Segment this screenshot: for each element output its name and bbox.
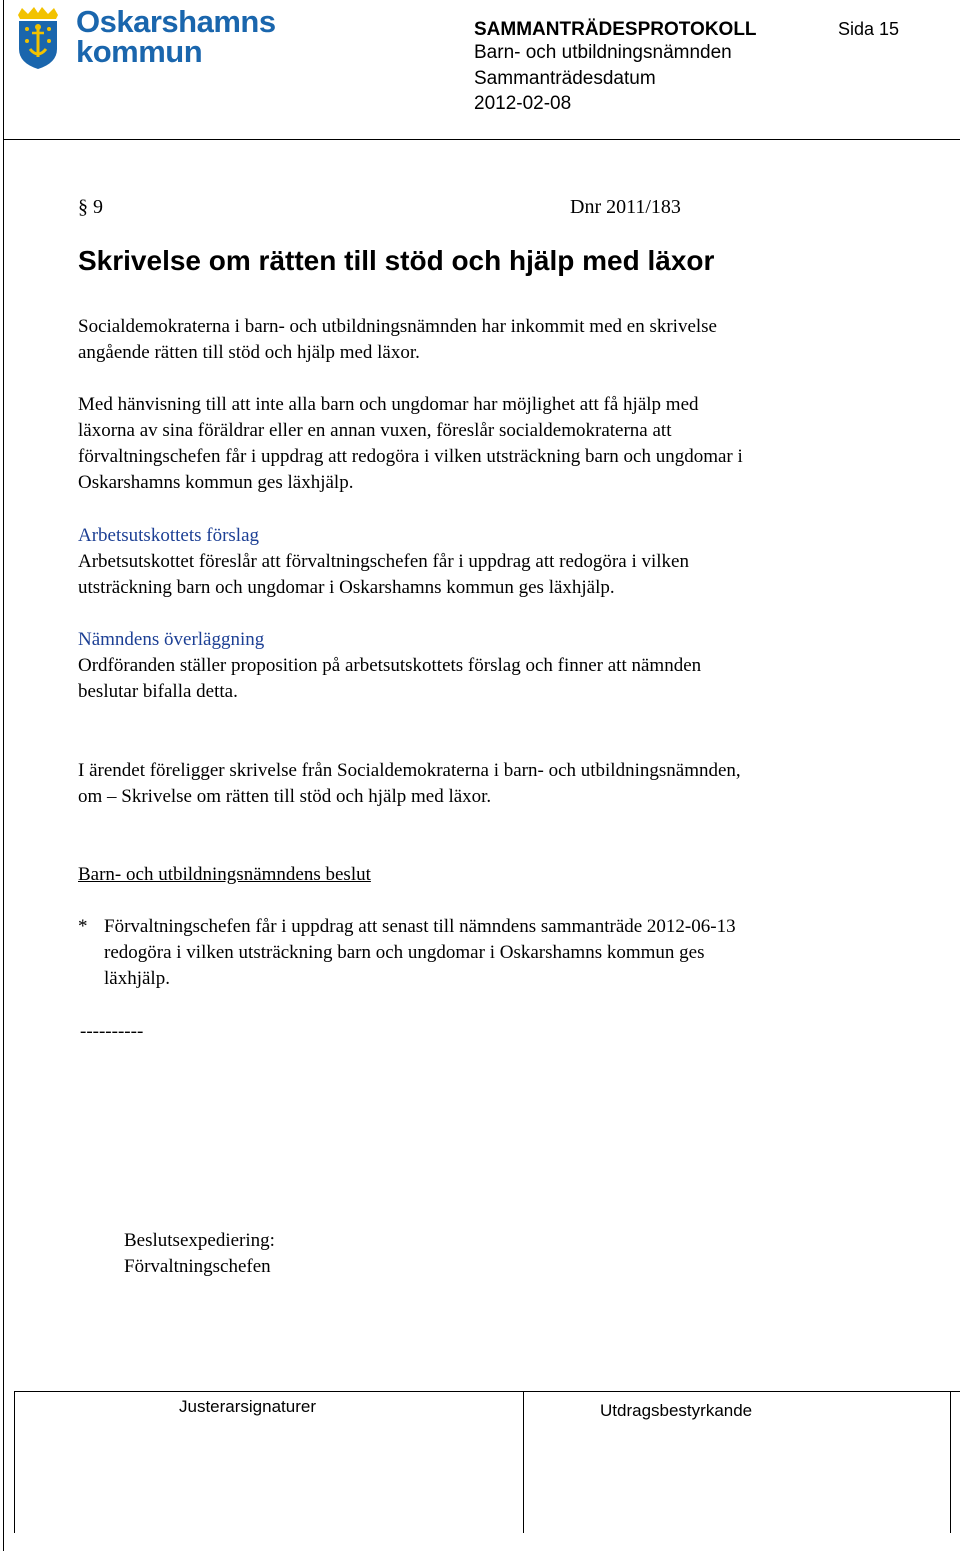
page-number: Sida 15 <box>838 19 900 39</box>
registration-number: Dnr 2011/183 <box>570 196 681 218</box>
end-separator: ---------- <box>80 1021 144 1042</box>
paragraph-number: § 9 <box>78 196 103 218</box>
decision-heading: Barn- och utbildningsnämndens beslut <box>78 864 371 885</box>
text-line: I ärendet föreligger skrivelse från Socialdemokraterna i barn- och utbildningsnämnden, <box>78 760 741 781</box>
text-line: läxorna av sina föräldrar eller en annan vuxen, föreslår socialdemokraterna att <box>78 420 672 441</box>
logo-text-line2: kommun <box>76 34 203 69</box>
intro-paragraph <box>78 314 878 366</box>
text-line: Socialdemokraterna i barn- och utbildningsnämnden har inkommit med en skrivelse <box>78 316 717 337</box>
logo-wordmark <box>76 4 276 69</box>
signature-box-divider <box>14 1391 15 1533</box>
matter-paragraph <box>78 758 898 810</box>
committee-name: Barn- och utbildningsnämnden <box>474 42 732 63</box>
committee-proposal <box>78 523 878 601</box>
board-deliberation <box>78 627 878 705</box>
municipality-logo <box>14 4 276 71</box>
dispatch-recipient: Förvaltningschefen <box>124 1256 271 1277</box>
dispatch-label: Beslutsexpediering: <box>124 1230 275 1251</box>
text-line: utsträckning barn och ungdomar i Oskarshamns kommun ges läxhjälp. <box>78 577 615 598</box>
text-line: Förvaltningschefen får i uppdrag att senast till nämndens sammanträde 2012-06-13 <box>104 916 736 937</box>
background-paragraph <box>78 392 878 496</box>
coat-of-arms-icon <box>14 5 62 71</box>
signature-box-divider <box>950 1391 951 1533</box>
text-line: Oskarshamns kommun ges läxhjälp. <box>78 472 354 493</box>
adjuster-signatures-label: Justerarsignaturer <box>179 1397 317 1416</box>
meeting-date-label: Sammanträdesdatum <box>474 68 656 89</box>
text-line: förvaltningschefen får i uppdrag att redogöra i vilken utsträckning barn och ungdomar i <box>78 446 743 467</box>
page-left-border <box>3 0 4 1551</box>
decision-text <box>104 914 884 992</box>
text-line: läxhjälp. <box>104 968 170 989</box>
text-line: Med hänvisning till att inte alla barn och ungdomar har möjlighet att få hjälp med <box>78 394 699 415</box>
text-line: redogöra i vilken utsträckning barn och ungdomar i Oskarshamns kommun ges <box>104 942 705 963</box>
decision-bullet: * <box>78 916 88 937</box>
text-line: Ordföranden ställer proposition på arbetsutskottets förslag och finner att nämnden <box>78 655 702 676</box>
document-type: SAMMANTRÄDESPROTOKOLL <box>474 19 757 40</box>
meeting-date: 2012-02-08 <box>474 93 572 114</box>
text-line: beslutar bifalla detta. <box>78 681 238 702</box>
text-line: om – Skrivelse om rätten till stöd och hjälp med läxor. <box>78 786 492 807</box>
signature-box-divider <box>523 1391 524 1533</box>
signature-box-top <box>14 1391 960 1392</box>
logo-text-line1: Oskarshamns <box>76 4 276 39</box>
certified-extract-label: Utdragsbestyrkande <box>600 1401 753 1420</box>
section-title: Skrivelse om rätten till stöd och hjälp med läxor <box>78 245 715 276</box>
decision-dispatch <box>124 1228 524 1280</box>
text-line: angående rätten till stöd och hjälp med läxor. <box>78 342 420 363</box>
deliberation-heading: Nämndens överläggning <box>78 629 265 650</box>
text-line: Arbetsutskottet föreslår att förvaltningschefen får i uppdrag att redogöra i vilken <box>78 551 689 572</box>
committee-proposal-heading: Arbetsutskottets förslag <box>78 525 260 546</box>
header-divider <box>3 139 960 140</box>
